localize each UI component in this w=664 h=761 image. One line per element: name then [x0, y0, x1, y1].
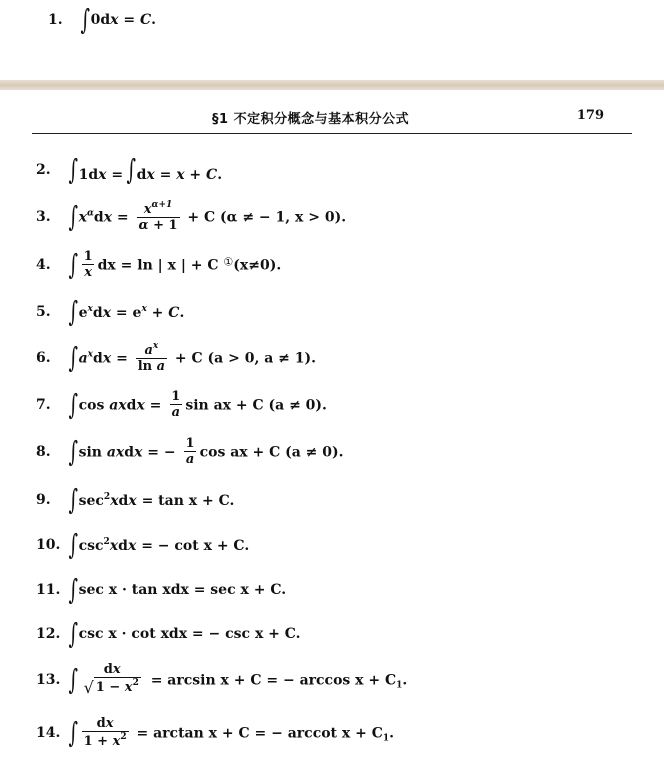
integral-sign: ∫ [68, 388, 79, 421]
integral-sign: ∫ [68, 573, 79, 606]
fraction: $\frac{1}{a}$ [171, 388, 181, 421]
formula-13 [36, 660, 407, 700]
formula-2 [36, 150, 222, 190]
integral-sign: ∫ [68, 617, 79, 650]
formula-7 [36, 385, 327, 425]
page-divider [0, 80, 664, 90]
formula-number: 4. [36, 257, 51, 273]
formula-8 [36, 432, 344, 472]
integral-sign: ∫ [68, 663, 79, 696]
formula-number: 7. [36, 397, 51, 413]
integral-sign: ∫ [68, 295, 79, 328]
formula-4 [36, 245, 281, 285]
integral-sign: ∫ [68, 483, 79, 516]
previous-page-fragment [0, 0, 664, 82]
integral-sign: ∫ [68, 200, 79, 233]
formula-5 [36, 292, 184, 332]
page-number: 179 [576, 108, 604, 123]
formula-text: dx √ $1 - x^2$ = arcsin x + C = − $\arccos x + C_1$. [83, 661, 408, 698]
formula-number: 12. [36, 626, 61, 642]
formula-number: 2. [36, 162, 51, 178]
fraction: $\frac{a^x}{\text{ln a}}$ [137, 340, 166, 375]
integral-sign: ∫ [80, 3, 91, 36]
formula-text: $x^\alpha dx$ = $\frac{x^{\alpha+1}}{\alpha + 1}$ + C (α ≠ − 1, x > 0). [78, 199, 347, 234]
fraction: $\frac{1}{x}$ [83, 248, 93, 281]
formula-1 [48, 0, 156, 40]
formula-6 [36, 338, 316, 378]
formula-number: 14. [36, 725, 61, 741]
formula-text: $\csc^2xdx$ = − cot x + C. [78, 536, 250, 554]
formula-text: $\sec^2xdx = \tan x + C$. [78, 491, 235, 509]
formula-11 [36, 570, 286, 610]
integral-sign: ∫ [68, 528, 79, 561]
formula-text: $a^xdx$ = $\frac{a^x}{\text{ln a}}$ + C (a > 0, a ≠ 1). [78, 340, 316, 375]
formula-9 [36, 480, 234, 520]
formula-text: $e^xdx = e^x + C$. [78, 303, 185, 321]
formula-number: 9. [36, 492, 51, 508]
formula-text: $\frac{1}{x}$ dx = ln | x | + C ①(x≠0). [83, 248, 282, 281]
formula-number: 1. [48, 12, 63, 28]
formula-12 [36, 614, 301, 654]
section-title: §1 不定积分概念与基本积分公式 [212, 112, 410, 127]
formula-number: 5. [36, 304, 51, 320]
formula-14 [36, 713, 394, 753]
fraction: $\frac{1}{a}$ [185, 435, 195, 468]
formula-text: sin axdx = − $\frac{1}{a}$ cos ax + C (a ≠ 0). [78, 435, 344, 468]
formula-number: 11. [36, 582, 61, 598]
formula-number: 10. [36, 537, 61, 553]
fraction: $\frac{x^{\alpha+1}}{\alpha + 1}$ [138, 199, 178, 234]
formula-10 [36, 525, 249, 565]
formula-number: 13. [36, 672, 61, 688]
formula-number: 6. [36, 350, 51, 366]
page-header [32, 104, 632, 134]
integral-sign: ∫ [68, 716, 79, 749]
integral-sign: ∫ [68, 248, 79, 281]
formula-number: 3. [36, 209, 51, 225]
footnote-marker-icon: ① [223, 255, 234, 268]
formula-text: 0dx = C. [90, 12, 156, 28]
integral-sign: ∫ [68, 435, 79, 468]
formula-text: cos axdx = $\frac{1}{a}$ sin ax + C (a ≠ 0). [78, 388, 327, 421]
fraction: dx √ $1 - x^2$ [83, 661, 139, 698]
formula-text: csc x · cot xdx = − csc x + C. [78, 626, 301, 642]
formula-number: 8. [36, 444, 51, 460]
formula-text: $\frac{dx}{1 + x^2}$ = arctan x + C = − arccot $x + C_1$. [83, 715, 395, 750]
integral-sign: ∫ [68, 341, 79, 374]
formula-text: 1dx = ∫dx = x + C. [78, 153, 223, 186]
formula-3 [36, 197, 346, 237]
fraction: $\frac{dx}{1 + x^2}$ [83, 715, 127, 750]
integral-sign: ∫ [68, 153, 79, 186]
formula-text: sec x · tan xdx = sec x + C. [78, 582, 287, 598]
